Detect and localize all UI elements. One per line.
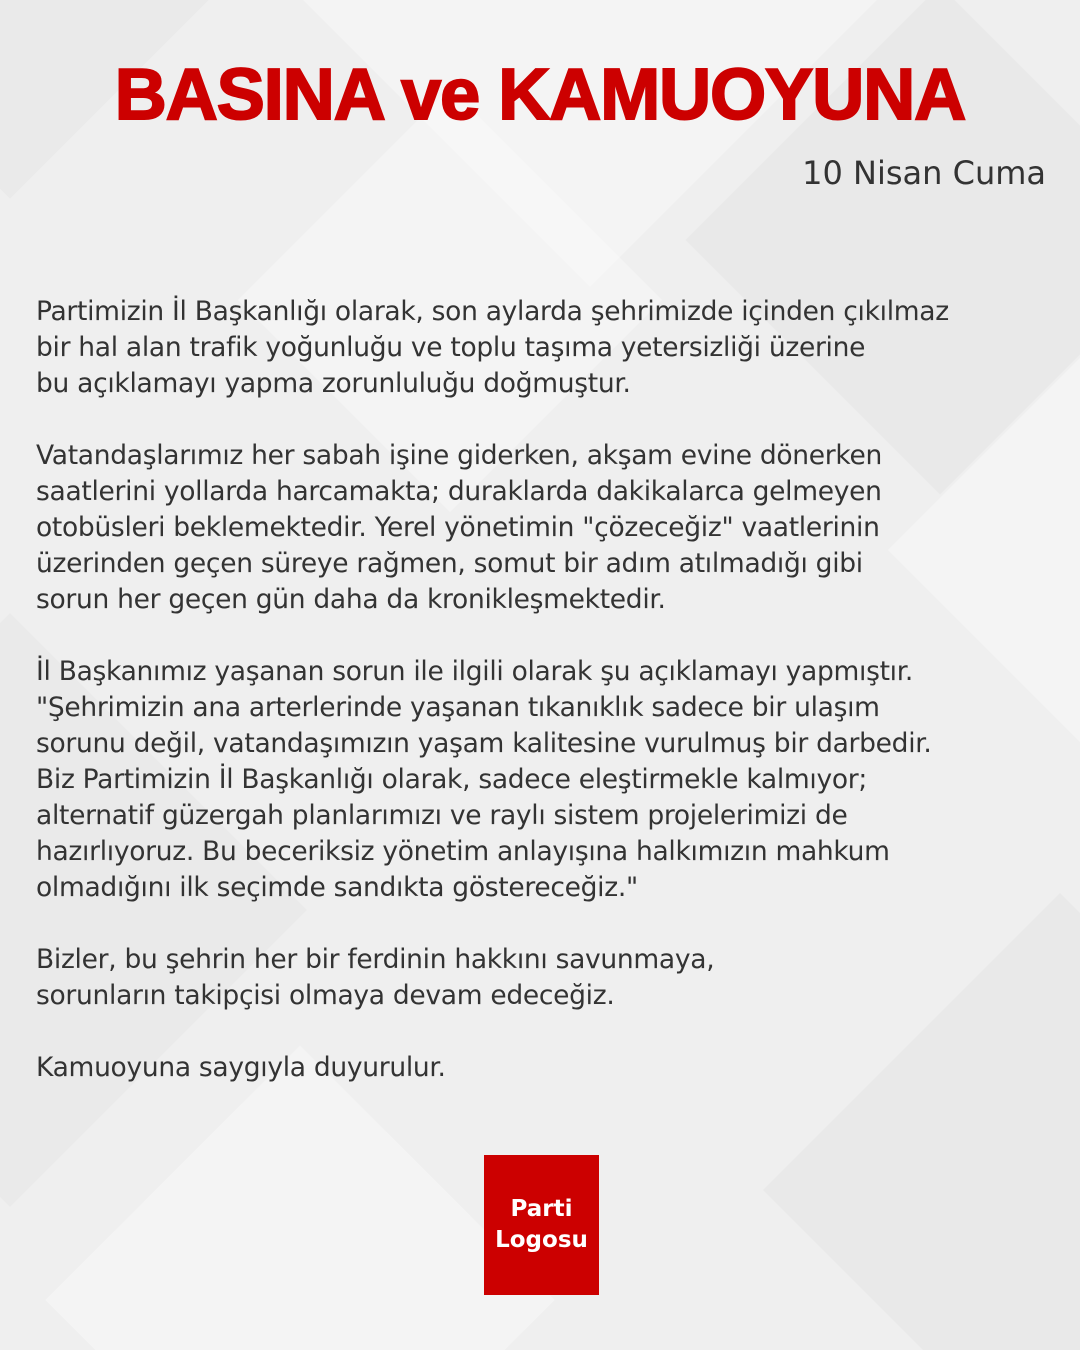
text-line: Partimizin İl Başkanlığı olarak, son aylarda şehrimizde içinden çıkılmaz <box>36 296 949 327</box>
text-line: olmadığını ilk seçimde sandıkta göstereceğiz." <box>36 872 638 903</box>
text-line: otobüsleri beklemektedir. Yerel yönetimin "çözeceğiz" vaatlerinin <box>36 512 880 543</box>
text-line: "Şehrimizin ana arterlerinde yaşanan tıkanıklık sadece bir ulaşım <box>36 692 880 723</box>
paragraph-citizens <box>36 438 1066 618</box>
text-line: sorunu değil, vatandaşımızın yaşam kalitesine vurulmuş bir darbedir. <box>36 728 932 759</box>
logo-text-line2: Logosu <box>495 1227 588 1253</box>
text-line: İl Başkanımız yaşanan sorun ile ilgili olarak şu açıklamayı yapmıştır. <box>36 656 914 687</box>
date-label: 10 Nisan Cuma <box>802 154 1046 192</box>
paragraph-commitment <box>36 942 1066 1014</box>
paragraph-intro <box>36 294 1066 402</box>
press-release-body <box>36 294 1066 1122</box>
party-logo-placeholder <box>484 1155 599 1295</box>
text-line: bu açıklamayı yapma zorunluluğu doğmuştur. <box>36 368 631 399</box>
text-line: sorun her geçen gün daha da kronikleşmektedir. <box>36 584 666 615</box>
text-line: üzerinden geçen süreye rağmen, somut bir adım atılmadığı gibi <box>36 548 863 579</box>
text-line: saatlerini yollarda harcamakta; duraklarda dakikalarca gelmeyen <box>36 476 882 507</box>
text-line: Biz Partimizin İl Başkanlığı olarak, sadece eleştirmekle kalmıyor; <box>36 764 867 795</box>
text-line: hazırlıyoruz. Bu beceriksiz yönetim anlayışına halkımızın mahkum <box>36 836 890 867</box>
page-title: BASINA ve KAMUOYUNA <box>114 55 966 135</box>
text-line: bir hal alan trafik yoğunluğu ve toplu taşıma yetersizliği üzerine <box>36 332 866 363</box>
text-line: Vatandaşlarımız her sabah işine giderken, akşam evine dönerken <box>36 440 882 471</box>
text-line: sorunların takipçisi olmaya devam edeceğiz. <box>36 980 615 1011</box>
paragraph-statement <box>36 654 1066 906</box>
text-line: alternatif güzergah planlarımızı ve raylı sistem projelerimizi de <box>36 800 848 831</box>
text-line: Bizler, bu şehrin her bir ferdinin hakkını savunmaya, <box>36 944 715 975</box>
paragraph-closing <box>36 1050 1066 1086</box>
logo-text-line1: Parti <box>510 1196 573 1222</box>
text-line: Kamuoyuna saygıyla duyurulur. <box>36 1052 446 1083</box>
